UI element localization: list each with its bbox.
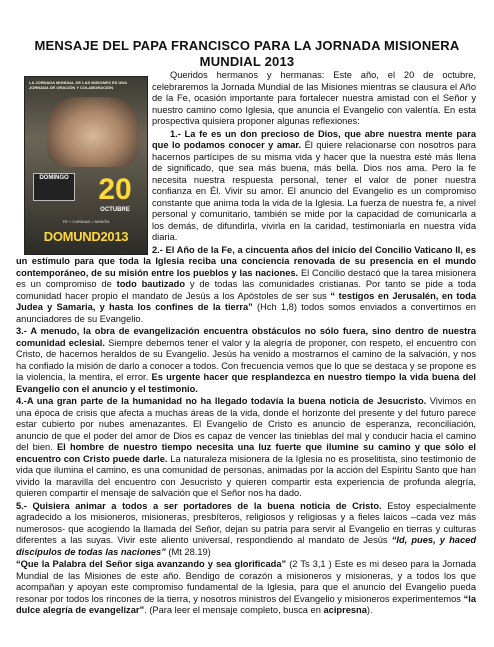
paragraph-3-lead: 3.- A menudo, la obra de evangelización encuentra obstáculos no sólo fuera, sino dentro de nuestra comunidad eclesial. — [16, 326, 476, 348]
image-float-spacer — [16, 70, 152, 252]
paragraph-2-text-2: y de todas las comunidades cristianas. Por tanto se pide a toda comunidad hacer propio el mandato de Jesús a los Apóstoles de ser sus — [16, 279, 476, 301]
paragraph-5-ref: (Mt 28.19) — [165, 546, 211, 557]
poster-day-number: 20 — [98, 173, 132, 206]
poster-domingo-label: DOMINGO — [33, 173, 75, 201]
closing-paragraph — [16, 559, 476, 617]
closing-text-3: ). — [366, 605, 373, 615]
intro-text: Queridos hermanos y hermanas: Este año, el 20 de octubre, celebraremos la Jornada Mundial de las Misiones mientras se clausura el Año de la Fe, ocasión importante para fortalecer nuestra amistad con el Señor y nuestro camino como Iglesia, que anuncia el Evangelio con valentía. En esta prospectiva quisiera proponer algunas reflexiones: — [152, 70, 476, 126]
paragraph-2-lead: 2.- El Año de la Fe, a cincuenta años del inicio del Concilio Vaticano II, es un estímulo para que toda la Iglesia reciba una conciencia renovada de su presencia en el mundo contemporáneo, de su misión entre los pueblos y las naciones. — [16, 244, 476, 278]
poster-small-text: FE + CARIDAD = MISIÓN — [62, 219, 110, 224]
title-line-1: MENSAJE DEL PAPA FRANCISCO PARA LA JORNADA MISIONERA — [34, 38, 460, 53]
page-title — [20, 38, 474, 70]
paragraph-3 — [16, 326, 476, 395]
closing-bold: “la dulce alegría de evangelizar” — [16, 593, 476, 615]
paragraph-2 — [16, 245, 476, 326]
paragraph-3-text: Siempre debemos tener el valor y la alegría de proponer, con respeto, el encuentro con Cristo, de hacernos heraldos de su Evangelio. Jesús ha venido a mostrarnos el camino de la salvación, y nos ha confiado la misión de darlo a conocer a todos. Con frecuencia vemos que lo que se destaca y se propone es la violencia, la mentira, el error. — [16, 337, 476, 382]
paragraph-5-text: Estoy especialmente agradecido a los misioneros, misioneras, presbíteros, religiosos y religiosas y a fieles laicos –cada vez más numerosos- que acogiendo la llamada del Señor, dejan su patria para servir al Evangelio en tierras y culturas diferentes a las suyas. Vivir este aliento universal, respondiendo al mandato de Jesús — [16, 500, 476, 545]
paragraph-2-bold-1: todo bautizado — [116, 279, 185, 289]
paragraph-5-quote: “Id, pues, y haced discípulos de todas las naciones” — [16, 535, 476, 557]
paragraph-1-lead: 1.- La fe es un don precioso de Dios, que abre nuestra mente para que lo podamos conocer y amar. — [152, 128, 476, 150]
paragraph-4-lead: 4.-A una gran parte de la humanidad no ha llegado todavía la buena noticia de Jesucristo. — [16, 396, 427, 406]
paragraph-4 — [16, 396, 476, 500]
closing-text-2: . (Para leer el mensaje completo, busca en — [144, 605, 324, 615]
paragraph-5-lead: 5.- Quisiera animar a todos a ser portadores de la buena noticia de Cristo. — [16, 500, 382, 511]
closing-text-1: (2 Ts 3,1 ) Este es mi deseo para la Jornada Mundial de las Misiones de este año. Bendigo de corazón a misioneros y misioneras, y a todos los que acompañan y apoyan este compromiso fundamental de la Iglesia, para que el anuncio del Evangelio pueda resonar por todos los rincones de la tierra, y nosotros ministros del Evangelio y misioneros experimentemos — [16, 559, 476, 604]
paragraph-2-bold-2: “ testigos en Jerusalén, en toda Judea y Samaria, y hasta los confines de la tierra” — [16, 290, 476, 312]
poster-brand-logo: DOMUND2013 — [43, 229, 129, 244]
paragraph-4-bold: El hombre de nuestro tiempo necesita una luz fuerte que ilumine su camino y que sólo el encuentro con Cristo puede darle. — [16, 442, 476, 464]
poster-top-text: LA JORNADA MUNDIAL DE LAS MISIONES ES UNA JORNADA DE ORACIÓN Y COLABORACIÓN — [29, 80, 127, 90]
paragraph-4-text-2: La naturaleza misionera de la Iglesia no es proselitista, sino testimonio de vida que ilumina el camino, es una comunidad de personas, animadas por la acción del Espíritu Santo que han vivido la maravilla del encuentro con Jesucristo y quieren compartir esta experiencia de profunda alegría, quieren compartir el mensaje de salvación que el Señor nos ha dado. — [16, 453, 477, 498]
paragraph-2-text-1: El Concilio destacó que la tarea misionera es un compromiso de — [16, 267, 477, 289]
poster-month-label: OCTUBRE — [100, 207, 130, 213]
closing-link: acipresna — [323, 605, 367, 615]
paragraph-3-bold: Es urgente hacer que resplandezca en nuestro tiempo la vida buena del Evangelio con el anuncio y el testimonio. — [16, 372, 476, 394]
message-body — [16, 70, 476, 618]
title-line-2: MUNDIAL 2013 — [199, 54, 295, 69]
paragraph-5 — [16, 501, 476, 559]
closing-lead: “Que la Palabra del Señor siga avanzando y sea glorificada” — [16, 559, 287, 569]
paragraph-1-text: Él quiere relacionarse con nosotros para hacernos partícipes de su misma vida y hacer que la nuestra esté más llena de significado, que sea más buena, más bella. Dios nos ama. Pero la fe necesita nuestra respuesta personal, tener el valor de poner nuestra confianza en Él. Vivir su amor. El anuncio del Evangelio es un compromiso constante que anima toda la vida de la Iglesia. La fuerza de nuestra fe, a nivel personal y comunitario, también se mide por la capacidad de comunicarla a los demás, de difundirla, vivirla en la caridad, testimoniarla en nuestra vida diaria. — [152, 140, 476, 242]
paragraph-4-text-1: Vivimos en una época de crisis que afecta a muchas áreas de la vida, donde el horizonte del presente y del futuro parece estar cubierto por nubes amenazantes. El Evangelio de Cristo es anuncio de esperanza, reconciliación, anuncio de que el poder del amor de Dios es capaz de vencer las tinieblas del mal y conducir hacia el camino del bien. — [16, 396, 476, 452]
paragraph-2-text-3: (Hch 1,8) todos somos enviados a convertirnos en anunciadores de su Evangelio. — [16, 302, 476, 324]
